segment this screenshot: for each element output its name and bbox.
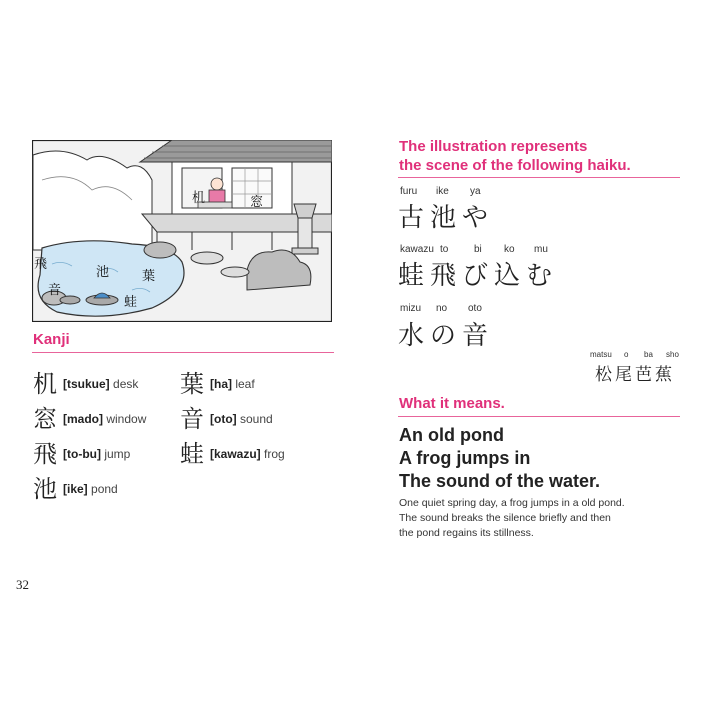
romaji: ba (644, 350, 653, 359)
kanji-item (33, 401, 146, 436)
roof (140, 140, 332, 162)
translation-line: The sound of the water. (399, 471, 601, 491)
kanji-reading: [oto] (210, 411, 237, 426)
haiku-rule (398, 177, 680, 178)
kanji-meaning: window (106, 411, 147, 426)
kanji-item (33, 471, 146, 506)
kanji-reading: [ha] (210, 376, 232, 391)
description-line: One quiet spring day, a frog jumps in a old pond. (399, 497, 625, 509)
meaning-rule (398, 416, 680, 417)
romaji: mizu (400, 303, 422, 314)
kanji-rule (32, 352, 334, 353)
page-number: 32 (16, 577, 29, 592)
romaji: to (440, 244, 449, 255)
kanji-meaning: sound (240, 411, 273, 426)
kanji-reading: [mado] (63, 411, 103, 426)
label-frog: 蛙 (124, 295, 138, 310)
kanji-reading: [kawazu] (210, 446, 261, 461)
poet-name: 松尾芭蕉 (595, 365, 675, 385)
romaji: matsu (590, 350, 612, 359)
kanji-reading: [ike] (63, 481, 88, 496)
kanji-item (180, 366, 285, 401)
romaji: ya (470, 186, 481, 197)
label-desk: 机 (192, 191, 206, 206)
kanji-char: 蛙 (180, 439, 204, 468)
romaji: bi (474, 244, 482, 255)
translation-line: An old pond (399, 425, 504, 445)
haiku-line1: 古池や (398, 203, 495, 233)
kanji-reading: [tsukue] (63, 376, 110, 391)
label-jump: 飛 (34, 257, 48, 272)
kanji-reading: [to-bu] (63, 446, 101, 461)
kanji-item (180, 436, 285, 471)
kanji-char: 音 (180, 404, 204, 433)
romaji: sho (666, 350, 679, 359)
romaji: ike (436, 186, 449, 197)
romaji: o (624, 350, 629, 359)
kanji-meaning: desk (113, 376, 139, 391)
kanji-list-left (33, 366, 146, 506)
kanji-item (180, 401, 285, 436)
haiku-illustration (32, 140, 332, 322)
kanji-meaning: leaf (235, 376, 255, 391)
romaji: oto (468, 303, 482, 314)
translation-line: A frog jumps in (399, 448, 531, 468)
romaji: ko (504, 244, 515, 255)
description-line: The sound breaks the silence briefly and then (399, 512, 611, 524)
description-line: the pond regains its stillness. (399, 527, 534, 539)
kanji-list-right (180, 366, 285, 471)
haiku-line3: 水の音 (398, 321, 495, 351)
kanji-char: 窓 (33, 404, 57, 433)
label-sound: 音 (48, 283, 62, 298)
meaning-heading: What it means. (399, 395, 505, 412)
romaji: kawazu (400, 244, 434, 255)
kanji-char: 飛 (33, 439, 57, 468)
kanji-item (33, 366, 146, 401)
haiku-intro-line1: The illustration represents (399, 138, 588, 155)
romaji: no (436, 303, 448, 314)
kanji-char: 葉 (180, 369, 204, 398)
description (399, 496, 625, 541)
haiku-line2: 蛙飛び込む (398, 261, 559, 291)
haiku-line3-romaji (400, 303, 520, 315)
haiku-intro (399, 137, 631, 175)
kanji-char: 池 (33, 474, 57, 503)
romaji: furu (400, 186, 418, 197)
kanji-meaning: pond (91, 481, 118, 496)
label-window: 窓 (250, 195, 264, 210)
label-pond: 池 (96, 265, 110, 280)
kanji-meaning: frog (264, 446, 285, 461)
kanji-char: 机 (33, 369, 57, 398)
romaji: mu (534, 244, 548, 255)
translation (399, 424, 600, 493)
kanji-heading: Kanji (33, 331, 70, 348)
haiku-intro-line2: the scene of the following haiku. (399, 157, 631, 174)
label-leaf: 葉 (142, 269, 156, 284)
kanji-item (33, 436, 146, 471)
kanji-meaning: jump (104, 446, 131, 461)
